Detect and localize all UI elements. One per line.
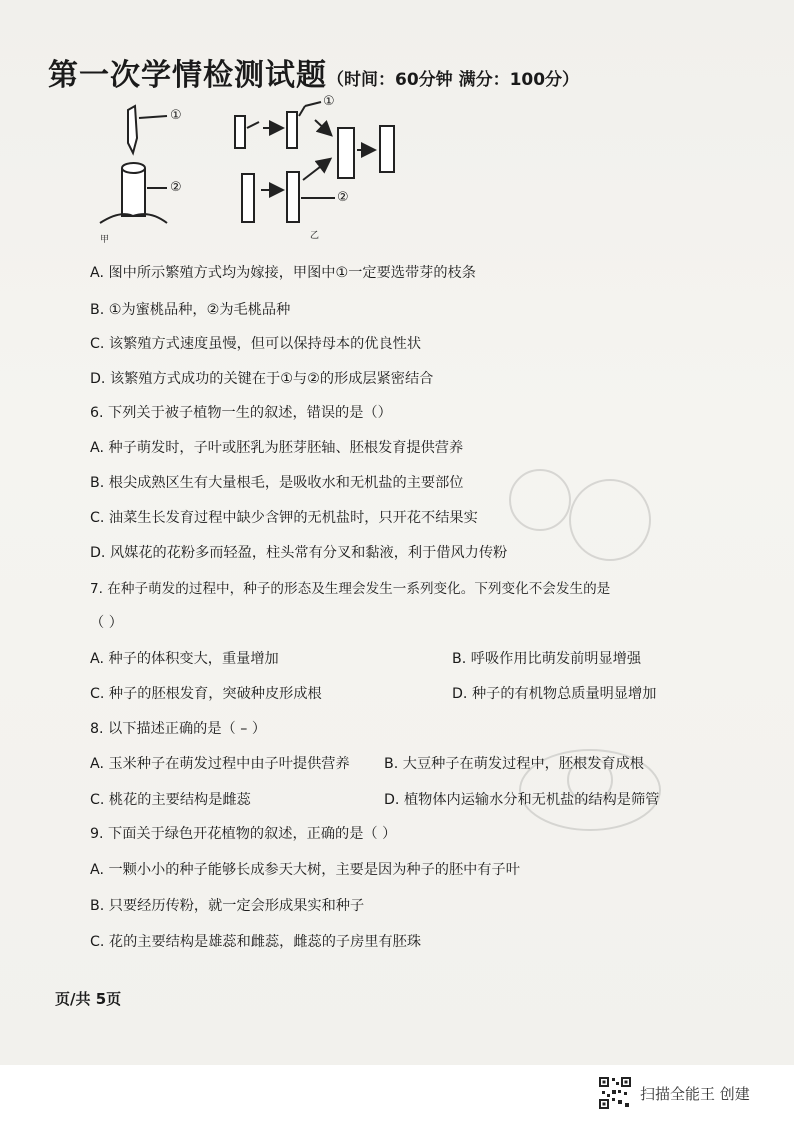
q5-option-d: D. 该繁殖方式成功的关键在于①与②的形成层紧密结合 xyxy=(90,371,434,387)
q9-stem: 9. 下面关于绿色开花植物的叙述，正确的是（ ） xyxy=(90,826,397,842)
q7-option-b: B. 呼吸作用比萌发前明显增强 xyxy=(452,651,642,667)
q8-option-c: C. 桃花的主要结构是雌蕊 xyxy=(90,792,251,808)
marker-2-b: ② xyxy=(337,190,349,205)
q7-option-c: C. 种子的胚根发育，突破种皮形成根 xyxy=(90,686,322,702)
q5-option-a: A. 图中所示繁殖方式均为嫁接，甲图中①一定要选带芽的枝条 xyxy=(90,265,476,281)
bleed-through-illustration xyxy=(500,460,700,880)
q8-stem: 8. 以下描述正确的是（ – ） xyxy=(90,721,267,737)
exam-time-score: （时间：60分钟 满分：100分） xyxy=(327,70,580,90)
q7-option-a: A. 种子的体积变大，重量增加 xyxy=(90,651,279,667)
qr-code-icon xyxy=(598,1076,632,1110)
q6-option-b: B. 根尖成熟区生有大量根毛，是吸收水和无机盐的主要部位 xyxy=(90,475,464,491)
q8-option-d: D. 植物体内运输水分和无机盐的结构是筛管 xyxy=(384,792,660,808)
figure-1-label: 甲 xyxy=(100,235,110,245)
grafting-figures xyxy=(95,94,395,248)
page-title: 第一次学情检测试题 xyxy=(48,58,327,93)
scanner-brand-text: 扫描全能王 创建 xyxy=(640,1084,750,1103)
q6-option-c: C. 油菜生长发育过程中缺少含钾的无机盐时，只开花不结果实 xyxy=(90,510,478,526)
q9-option-a: A. 一颗小小的种子能够长成参天大树，主要是因为种子的胚中有子叶 xyxy=(90,862,520,878)
scanner-watermark xyxy=(598,1076,750,1110)
page-number: 页/共 5页 xyxy=(55,990,122,1008)
marker-2: ② xyxy=(170,180,182,195)
grafting-diagram xyxy=(95,98,395,248)
q6-stem: 6. 下列关于被子植物一生的叙述，错误的是（） xyxy=(90,405,392,421)
q7-option-d: D. 种子的有机物总质量明显增加 xyxy=(452,686,657,702)
q8-option-a: A. 玉米种子在萌发过程中由子叶提供营养 xyxy=(90,756,350,772)
marker-1: ① xyxy=(170,108,182,123)
q7-answer-blank: （ ） xyxy=(90,615,123,631)
q9-option-b: B. 只要经历传粉，就一定会形成果实和种子 xyxy=(90,898,365,914)
q6-option-d: D. 风媒花的花粉多而轻盈，柱头常有分叉和黏液，利于借风力传粉 xyxy=(90,545,508,561)
q5-option-b: B. ①为蜜桃品种，②为毛桃品种 xyxy=(90,302,291,318)
q6-option-a: A. 种子萌发时，子叶或胚乳为胚芽胚轴、胚根发育提供营养 xyxy=(90,440,464,456)
exam-header xyxy=(48,50,579,94)
q9-option-c: C. 花的主要结构是雄蕊和雌蕊，雌蕊的子房里有胚珠 xyxy=(90,934,422,950)
q5-option-c: C. 该繁殖方式速度虽慢，但可以保持母本的优良性状 xyxy=(90,336,422,352)
figure-2-label: 乙 xyxy=(310,231,320,241)
marker-1-b: ① xyxy=(323,94,335,109)
q7-stem: 7. 在种子萌发的过程中，种子的形态及生理会发生一系列变化。下列变化不会发生的是 xyxy=(90,581,611,597)
q8-option-b: B. 大豆种子在萌发过程中，胚根发育成根 xyxy=(384,756,644,772)
